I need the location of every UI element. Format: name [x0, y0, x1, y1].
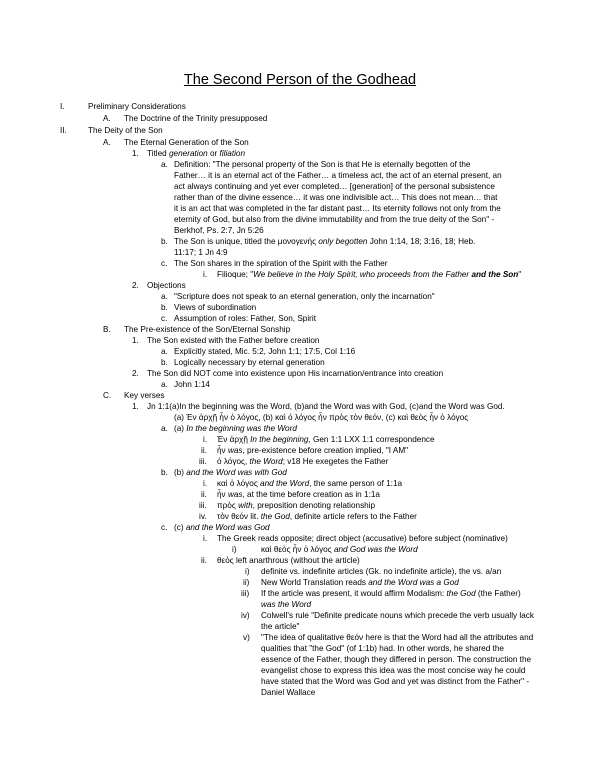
- outline-line: [174, 259, 387, 269]
- text-run: In the beginning: [250, 435, 309, 444]
- text-run: The Son existed with the Father before creation: [147, 336, 320, 345]
- outline-line: [174, 215, 494, 225]
- text-run: Jn 1:1(a)In the beginning was the Word, (b)and the Word was with God, (c)and the Word was God.: [147, 402, 505, 411]
- text-run: καὶ ὁ λόγος: [217, 479, 261, 488]
- outline-line: [174, 193, 497, 203]
- outline-marker: ii): [243, 578, 250, 587]
- outline-line: [261, 578, 459, 588]
- outline-marker: a.: [161, 160, 168, 169]
- outline-line: [174, 292, 435, 302]
- text-run: καὶ θεὸς ἦν ὁ λόγος: [261, 545, 334, 554]
- text-run: (a): [174, 424, 187, 433]
- text-run: and the Word was with God: [186, 468, 287, 477]
- text-run: with: [238, 501, 253, 510]
- outline-line: [261, 633, 533, 643]
- outline-marker: c.: [161, 523, 168, 532]
- outline-line: [261, 644, 504, 654]
- text-run: , Gen 1:1 LXX 1:1 correspondence: [308, 435, 435, 444]
- text-run: Explicitly stated, Mic. 5:2, John 1:1; 17:5, Col 1:16: [174, 347, 356, 356]
- outline-marker: 1.: [132, 402, 139, 411]
- text-run: generation: [169, 149, 208, 158]
- text-run: John 1:14, 18; 3:16, 18; Heb.: [367, 237, 476, 246]
- outline-marker: i.: [203, 270, 208, 279]
- text-run: Assumption of roles: Father, Son, Spirit: [174, 314, 316, 323]
- text-run: the Word: [249, 457, 283, 466]
- text-run: Views of subordination: [174, 303, 257, 312]
- outline-marker: 1.: [132, 336, 139, 345]
- outline-line: [217, 457, 388, 467]
- outline-line: [217, 501, 375, 511]
- text-run: eternity of God, but also from the divine immutability and from the true deity of the Son" -: [174, 215, 495, 224]
- page-title: The Second Person of the Godhead: [183, 72, 417, 88]
- text-run: Preliminary Considerations: [88, 102, 186, 111]
- outline-marker: i): [245, 567, 250, 576]
- text-run: the God: [446, 589, 476, 598]
- outline-line: [174, 424, 297, 434]
- text-run: Daniel Wallace: [261, 688, 316, 697]
- text-run: was the Word: [261, 600, 312, 609]
- outline-line: [217, 479, 402, 489]
- outline-line: [174, 303, 256, 313]
- text-run: πρὸς: [217, 501, 239, 510]
- text-run: τὸν θεόν lit.: [217, 512, 261, 521]
- outline-marker: iv.: [199, 512, 207, 521]
- outline-line: [174, 204, 501, 214]
- outline-marker: b.: [161, 237, 168, 246]
- text-run: "The idea of qualitative θεόν here is that the Word had all the attributes and: [261, 633, 534, 642]
- outline-line: [261, 688, 315, 698]
- text-run: , the same person of 1:1a: [309, 479, 403, 488]
- outline-marker: i.: [203, 534, 208, 543]
- text-run: ὁ λόγος,: [217, 457, 250, 466]
- outline-marker: ii.: [201, 490, 207, 499]
- text-run: was: [227, 490, 243, 499]
- text-run: Father… it is an eternal act of the Father… a timeless act, the act of an eternal present, an: [174, 171, 502, 180]
- outline-marker: i): [232, 545, 237, 554]
- outline-marker: 1.: [132, 149, 139, 158]
- outline-line: [261, 589, 521, 599]
- outline-line: [261, 677, 529, 687]
- outline-marker: A.: [103, 114, 111, 123]
- outline-marker: a.: [161, 292, 168, 301]
- text-run: was: [227, 446, 243, 455]
- outline-line: [261, 655, 531, 665]
- outline-marker: iii.: [199, 457, 207, 466]
- text-run: The Son is unique, titled the μονογενής: [174, 237, 319, 246]
- outline-marker: a.: [161, 347, 168, 356]
- outline-line: [261, 622, 299, 632]
- text-run: qualities that "the God" (of 1:1b) had. In other words, he shared the: [261, 644, 504, 653]
- outline-marker: ii.: [201, 446, 207, 455]
- text-run: Titled: [147, 149, 169, 158]
- text-run: , definite article refers to the Father: [289, 512, 417, 521]
- outline-line: [217, 534, 508, 544]
- text-run: , preposition denoting relationship: [252, 501, 376, 510]
- outline-marker: i.: [203, 435, 208, 444]
- text-run: The Son did NOT come into existence upon His incarnation/entrance into creation: [147, 369, 444, 378]
- outline-line: [147, 336, 320, 346]
- outline-marker: 2.: [132, 281, 139, 290]
- text-run: The Son shares in the spiration of the Spirit with the Father: [174, 259, 388, 268]
- text-run: 11:17; 1 Jn 4:9: [174, 248, 228, 257]
- text-run: (c): [174, 523, 186, 532]
- text-run: evangelist chose to express this idea was the most concise way he could: [261, 666, 526, 675]
- outline-line: [217, 435, 435, 445]
- text-run: and the Son: [471, 270, 519, 279]
- text-run: , at the time before creation as in 1:1a: [242, 490, 380, 499]
- text-run: and the Word: [260, 479, 310, 488]
- outline-marker: ii.: [201, 556, 207, 565]
- text-run: John 1:14: [174, 380, 210, 389]
- outline-line: [174, 160, 470, 170]
- text-run: and the Word was a God: [368, 578, 459, 587]
- outline-marker: b.: [161, 303, 168, 312]
- text-run: the God: [260, 512, 290, 521]
- outline-line: [88, 102, 186, 112]
- outline-marker: A.: [103, 138, 111, 147]
- text-run: rather than of the divine essence… it was one indivisible act… This does not mean… that: [174, 193, 498, 202]
- text-run: The Greek reads opposite; direct object (accusative) before subject (nominative): [217, 534, 508, 543]
- text-run: "Scripture does not speak to an eternal generation, only the incarnation": [174, 292, 435, 301]
- outline-marker: iii): [241, 589, 250, 598]
- outline-marker: iv): [241, 611, 250, 620]
- outline-marker: 2.: [132, 369, 139, 378]
- text-run: (a) Ἐν ἀρχῇ ἦν ὁ λόγος, (b) καὶ ὁ λόγος ἦν πρὸς τὸν θεόν, (c) καὶ θεὸς ἦν ὁ λόγος: [174, 413, 469, 422]
- outline-line: [174, 523, 270, 533]
- text-run: θεὸς left anarthrous (without the article): [217, 556, 360, 565]
- outline-line: [261, 600, 311, 610]
- text-run: We believe in the Holy Spirit, who proceeds from the Father: [253, 270, 472, 279]
- text-run: If the article was present, it would affirm Modalism:: [261, 589, 447, 598]
- outline-line: [147, 149, 245, 159]
- outline-line: [124, 325, 290, 335]
- text-run: Key verses: [124, 391, 165, 400]
- outline-line: [147, 402, 505, 412]
- outline-marker: B.: [103, 325, 111, 334]
- text-run: only begotten: [318, 237, 368, 246]
- text-run: the article": [261, 622, 300, 631]
- text-run: filiation: [219, 149, 246, 158]
- outline-line: [147, 369, 443, 379]
- text-run: (the Father): [475, 589, 521, 598]
- text-run: New World Translation reads: [261, 578, 369, 587]
- text-run: have stated that the Word was God and yet was distinct from the Father" -: [261, 677, 530, 686]
- text-run: , pre-existence before creation implied, "I AM": [242, 446, 409, 455]
- outline-marker: II.: [60, 126, 67, 135]
- text-run: or: [207, 149, 220, 158]
- outline-line: [124, 391, 165, 401]
- outline-marker: b.: [161, 358, 168, 367]
- text-run: Ἐν ἀρχῇ: [217, 435, 251, 444]
- outline-line: [174, 314, 316, 324]
- outline-marker: i.: [203, 479, 208, 488]
- outline-line: [174, 358, 325, 368]
- outline-marker: b.: [161, 468, 168, 477]
- outline-line: [174, 248, 228, 258]
- outline-marker: a.: [161, 380, 168, 389]
- outline-line: [217, 512, 417, 522]
- outline-line: [261, 611, 534, 621]
- outline-line: [174, 468, 287, 478]
- text-run: ": [518, 270, 522, 279]
- text-run: Filioque; ": [217, 270, 254, 279]
- outline-marker: C.: [103, 391, 112, 400]
- text-run: essence of the Father, though they differed in person. The construction the: [261, 655, 532, 664]
- text-run: and the Word was God: [185, 523, 270, 532]
- outline-line: [174, 413, 468, 423]
- text-run: Colwell's rule "Definite predicate nouns which precede the verb usually lack: [261, 611, 534, 620]
- outline-line: [174, 171, 502, 181]
- text-run: Berkhof, Ps. 2:7, Jn 5:26: [174, 226, 264, 235]
- text-run: Logically necessary by eternal generation: [174, 358, 325, 367]
- text-run: definite vs. indefinite articles (Gk. no indefinite article), the vs. a/an: [261, 567, 502, 576]
- outline-marker: I.: [60, 102, 65, 111]
- outline-line: [217, 446, 408, 456]
- text-run: and God was the Word: [333, 545, 418, 554]
- text-run: Objections: [147, 281, 186, 290]
- outline-line: [261, 666, 525, 676]
- outline-line: [174, 226, 264, 236]
- outline-line: [147, 281, 186, 291]
- outline-line: [217, 490, 380, 500]
- text-run: The Eternal Generation of the Son: [124, 138, 249, 147]
- text-run: The Deity of the Son: [88, 126, 163, 135]
- text-run: ἦν: [217, 446, 228, 455]
- text-run: ἦν: [217, 490, 228, 499]
- text-run: (b): [174, 468, 187, 477]
- text-run: In the beginning was the Word: [186, 424, 297, 433]
- outline-marker: a.: [161, 424, 168, 433]
- outline-line: [124, 138, 249, 148]
- outline-line: [174, 380, 210, 390]
- outline-line: [217, 270, 521, 280]
- text-run: act always continuing and yet ever completed… [generation] of the personal subsistence: [174, 182, 495, 191]
- outline-marker: c.: [161, 314, 168, 323]
- outline-marker: v): [243, 633, 250, 642]
- outline-marker: c.: [161, 259, 168, 268]
- text-run: The Doctrine of the Trinity presupposed: [124, 114, 268, 123]
- outline-line: [261, 545, 418, 555]
- outline-line: [174, 182, 495, 192]
- text-run: ; v18 He exegetes the Father: [282, 457, 389, 466]
- outline-line: [217, 556, 360, 566]
- text-run: Definition: "The personal property of the Son is that He is eternally begotten of the: [174, 160, 471, 169]
- outline-marker: iii.: [199, 501, 207, 510]
- outline-line: [124, 114, 267, 124]
- outline-line: [174, 347, 355, 357]
- outline-line: [88, 126, 163, 136]
- outline-line: [174, 237, 475, 247]
- text-run: The Pre-existence of the Son/Eternal Sonship: [124, 325, 291, 334]
- text-run: it is an act that was completed in the far distant past… Its eternity follows not only from the: [174, 204, 501, 213]
- outline-line: [261, 567, 501, 577]
